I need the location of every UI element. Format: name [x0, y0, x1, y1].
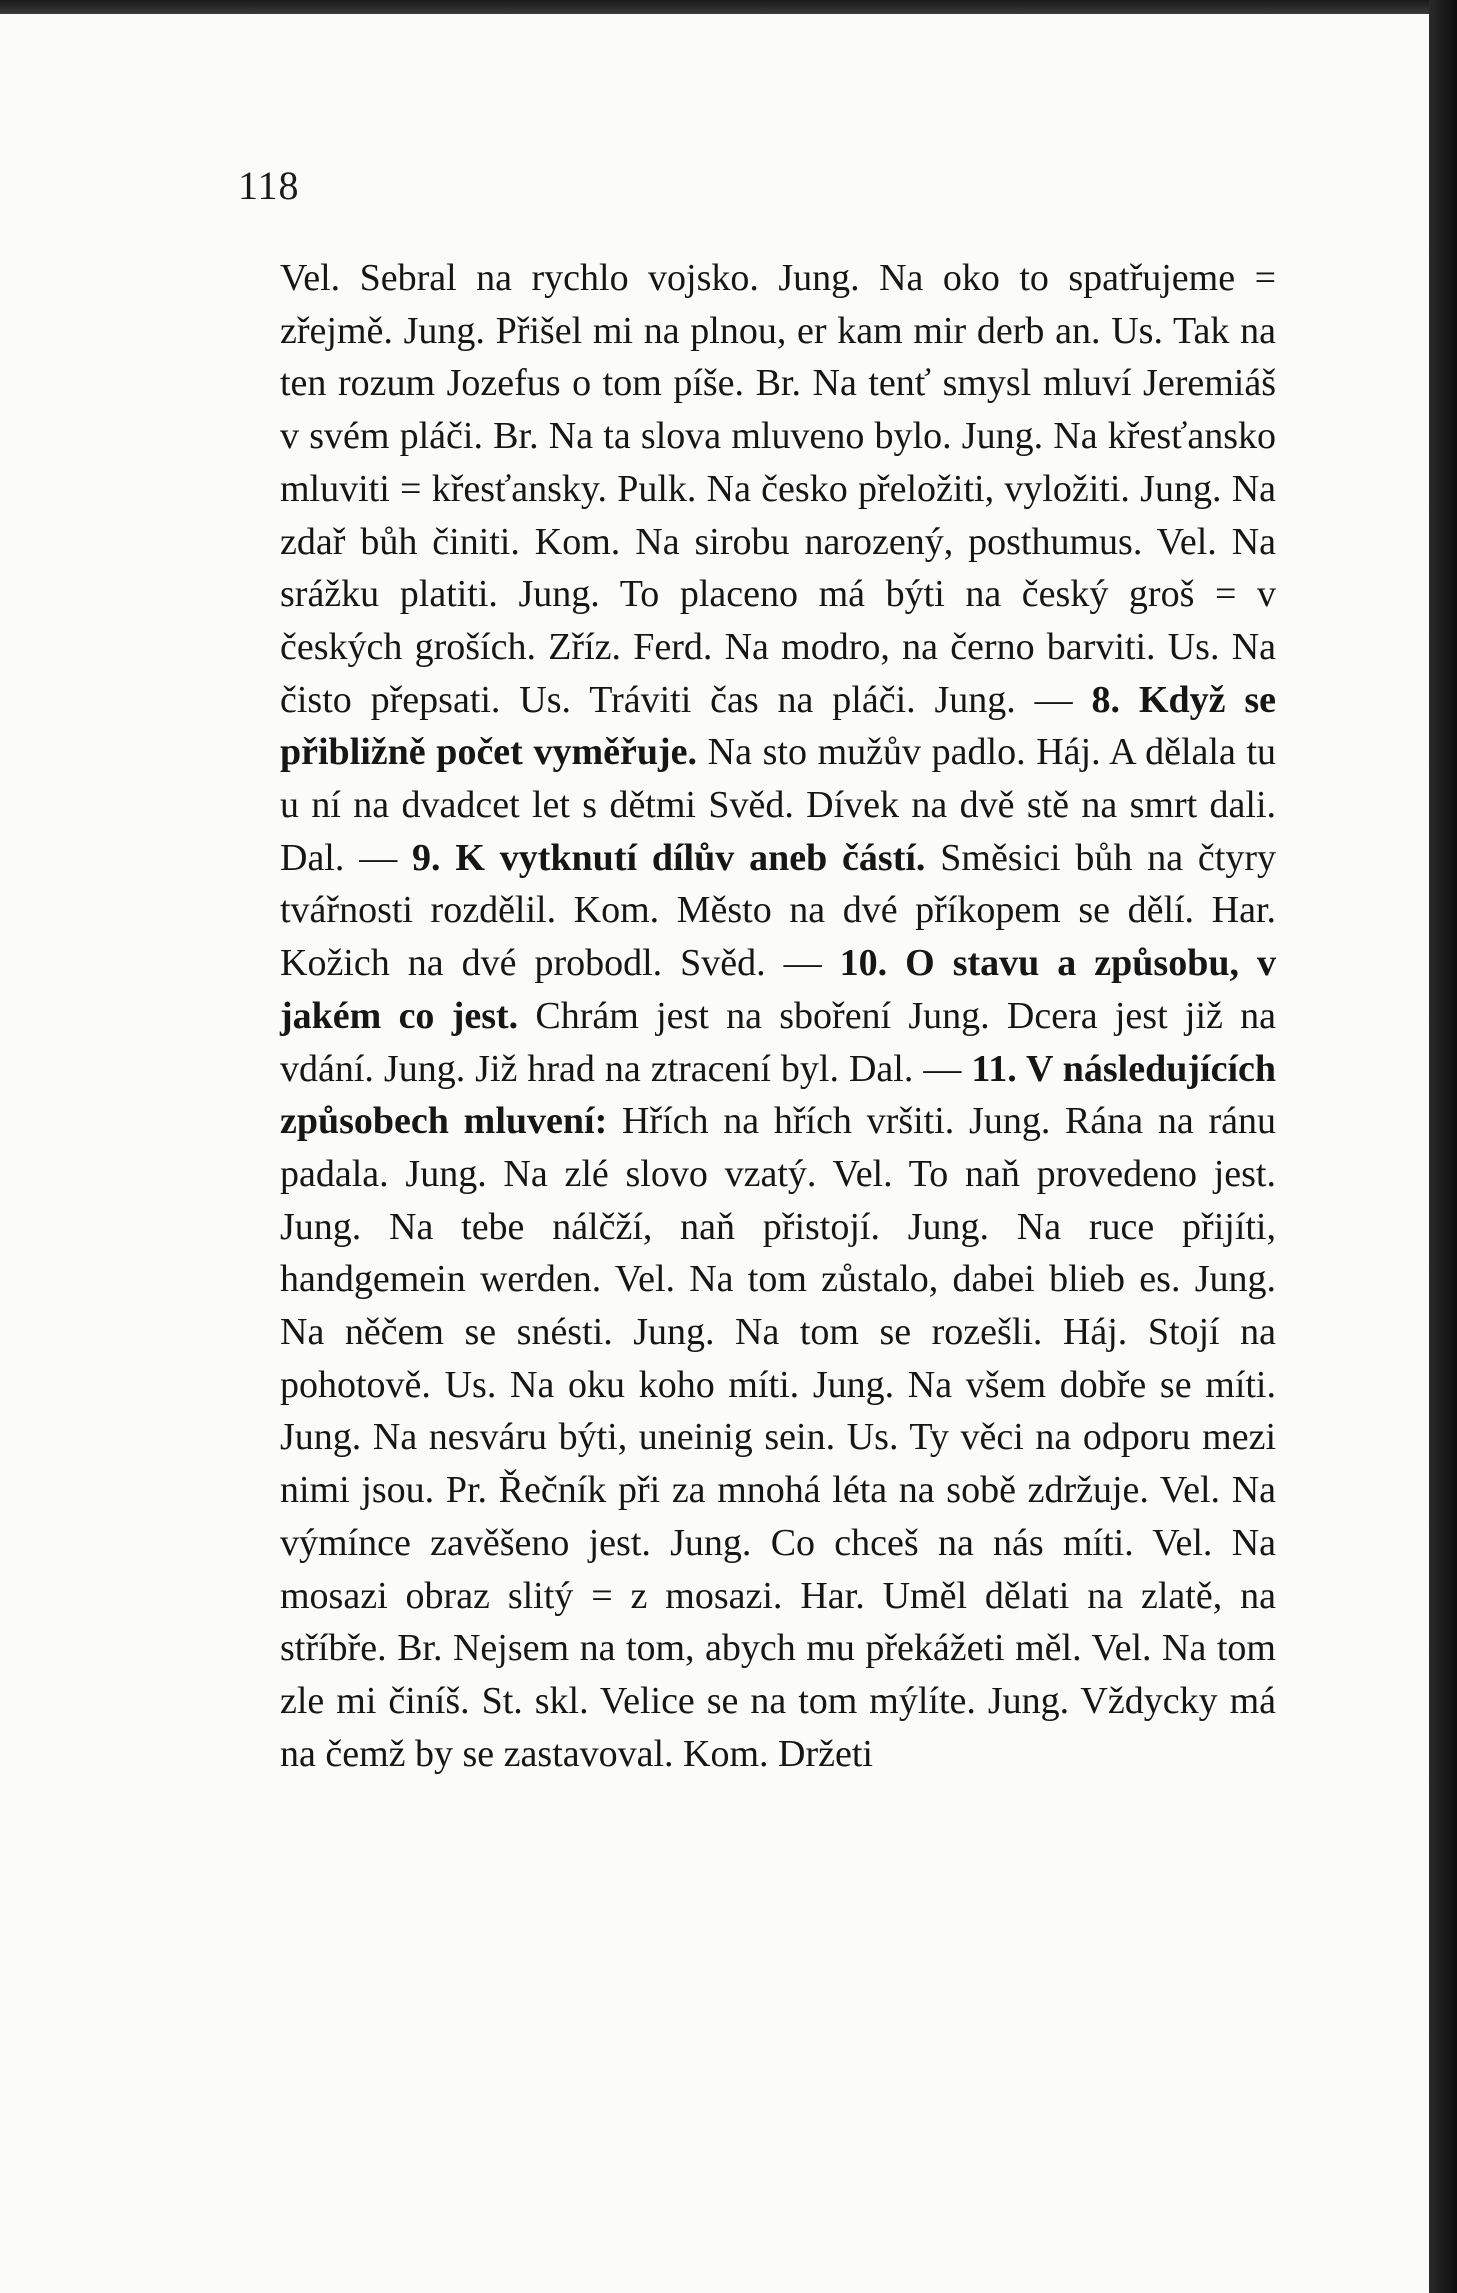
paragraph-1: Vel. Sebral na rychlo vojsko. Jung. Na oko to spatřujeme = zřejmě. Jung. Přišel mi na plnou, er kam mir derb an. Us. Tak na ten rozum Jozefus o tom píše. Br. Na tenť smysl mluví Jeremiáš v svém pláči. Br. Na ta slova mluveno bylo. Jung. Na křesťansko mluviti = křesťansky. Pulk. Na česko přeložiti, vyložiti. Jung. Na zdař bůh činiti. Kom. Na sirobu narozený, posthumus. Vel. Na srážku platiti. Jung. To placeno má býti na český groš = v českých groších. Zříz. Ferd. Na modro, na černo barviti. Us. Na čisto přepsati. Us. Tráviti čas na pláči. Jung. —	[280, 257, 1276, 721]
section-8-number: 8.	[1091, 678, 1121, 721]
paragraph-5: Hřích na hřích vršiti. Jung. Rána na ránu padala. Jung. Na zlé slovo vzatý. Vel. To naň provedeno jest. Jung. Na tebe nálčží, naň přistojí. Jung. Na ruce přijíti, handgemein werden. Vel. Na tom zůstalo, dabei blieb es. Jung. Na něčem se snésti. Jung. Na tom se rozešli. Háj. Stojí na pohotově. Us. Na oku koho míti. Jung. Na všem dobře se míti. Jung. Na nesváru býti, uneinig sein. Us. Ty věci na odporu mezi nimi jsou. Pr. Řečník při za mnohá léta na sobě zdržuje. Vel. Na výmínce zavěšeno jest. Jung. Co chceš na nás míti. Vel. Na mosazi obraz slitý = z mosazi. Har. Uměl dělati na zlatě, na stříbře. Br. Nejsem na tom, abych mu překážeti měl. Vel. Na tom zle mi činíš. St. skl. Velice se na tom mýlíte. Jung. Vždycky má na čemž by se zastavoval. Kom. Držeti	[280, 1100, 1277, 1775]
section-8-heading: Když se přibližně počet vyměřuje.	[280, 678, 1277, 774]
book-page	[0, 14, 1429, 2293]
body-text	[280, 252, 1276, 1780]
paragraph-4: Chrám jest na sboření Jung. Dcera jest již na vdání. Jung. Již hrad na ztracení byl. Dal. —	[280, 994, 1277, 1090]
scan-border-top	[0, 0, 1457, 14]
paragraph-2: Na sto mužův padlo. Háj. A dělala tu u ní na dvadcet let s dětmi Svěd. Dívek na dvě stě na smrt dali. Dal. —	[280, 731, 1277, 879]
paragraph-3: Směsici bůh na čtyry tvářnosti rozdělil. Kom. Město na dvé příkopem se dělí. Har. Kožich na dvé probodl. Svěd. —	[280, 836, 1277, 985]
scan-border-right	[1429, 0, 1457, 2293]
section-9-heading: 9. K vytknutí dílův aneb částí.	[412, 836, 926, 879]
section-11-heading: 11. V následujících způsobech mluvení:	[280, 1047, 1276, 1143]
page-number: 118	[238, 163, 300, 208]
section-10-heading: 10. O stavu a způsobu, v jakém co jest.	[280, 942, 1276, 1037]
